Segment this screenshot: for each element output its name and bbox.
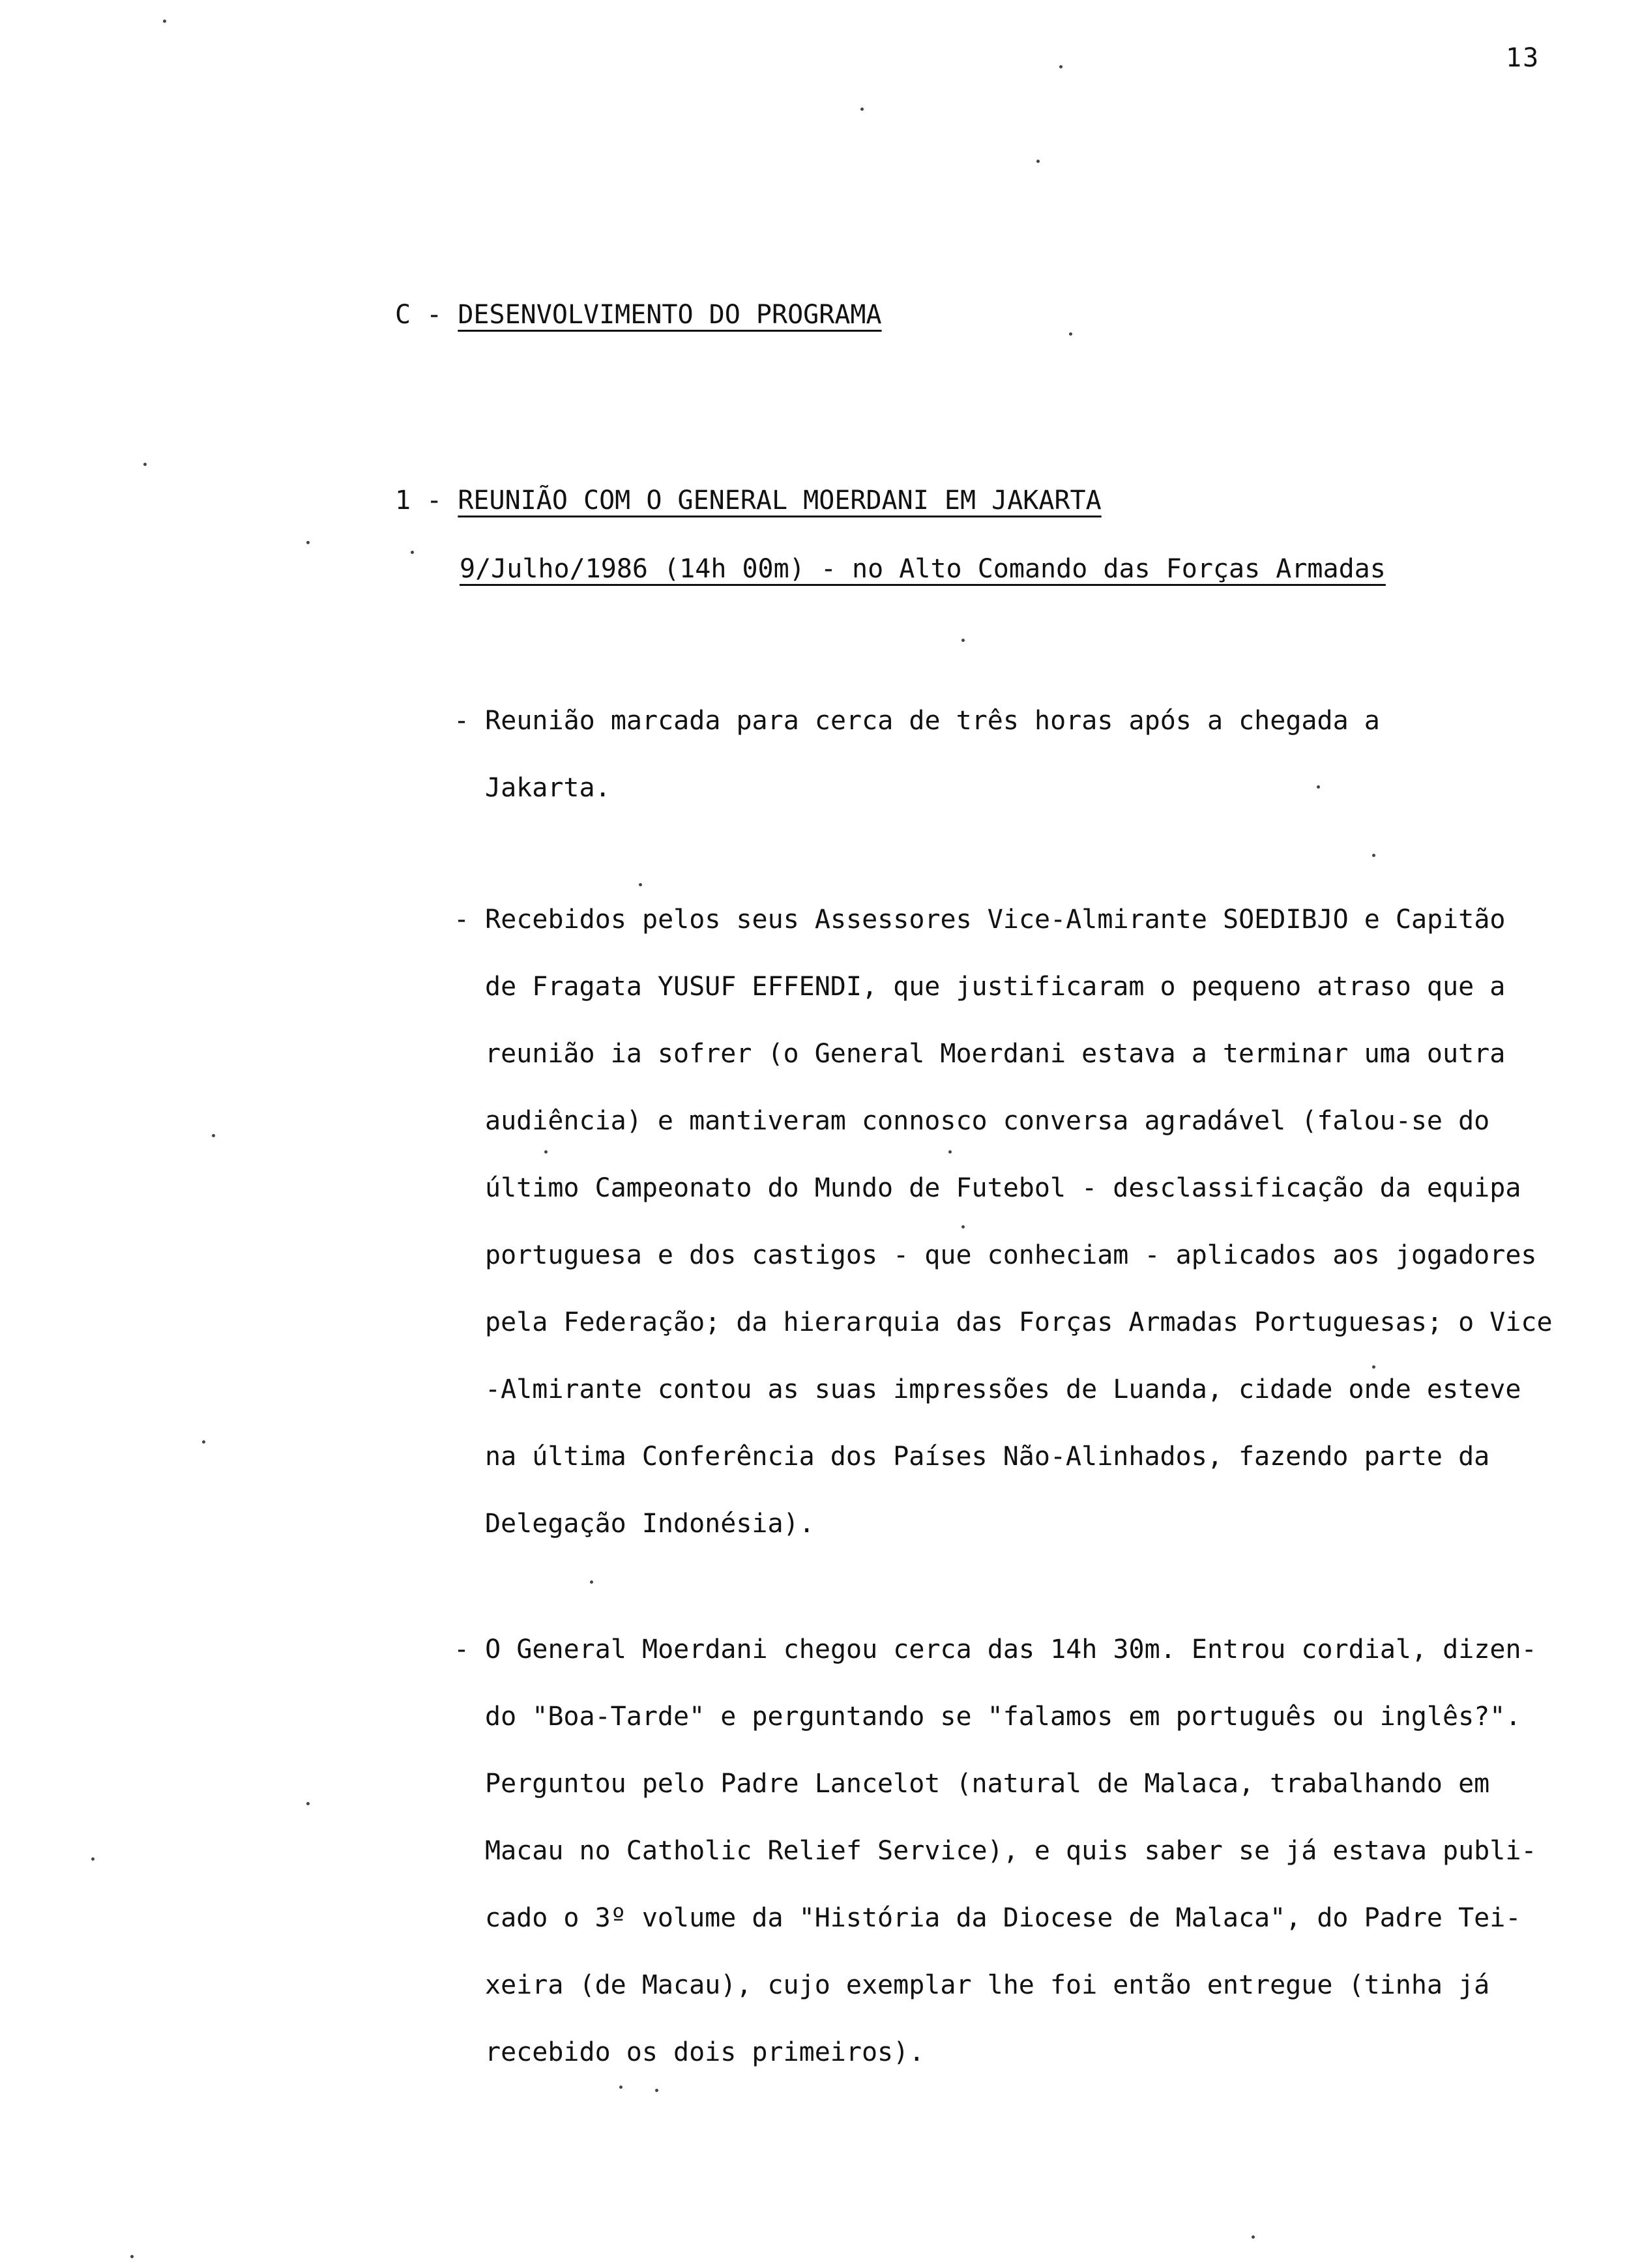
scan-speck (860, 108, 864, 111)
paragraph-line: - O General Moerdani chegou cerca das 14h 30m. Entrou cordial, dizen- (454, 1635, 1537, 1665)
scan-speck (590, 1580, 593, 1584)
paragraph-3 (454, 1616, 1581, 2086)
scan-speck (411, 551, 414, 554)
scan-speck (91, 1857, 95, 1861)
subsection-subtitle-row (460, 554, 1386, 584)
subsection-subtitle: 9/Julho/1986 (14h 00m) - no Alto Comando das Forças Armadas (460, 554, 1386, 584)
section-heading (395, 300, 882, 330)
subsection-title: REUNIÃO COM O GENERAL MOERDANI EM JAKARTA (458, 486, 1102, 516)
paragraph-line: Macau no Catholic Relief Service), e quis saber se já estava publi- (485, 1836, 1537, 1866)
section-marker: C - (395, 300, 443, 330)
scan-speck (1372, 854, 1375, 857)
paragraph-line: - Reunião marcada para cerca de três horas após a chegada a (454, 706, 1380, 736)
paragraph-line: Perguntou pelo Padre Lancelot (natural de Malaca, trabalhando em (485, 1769, 1490, 1799)
scan-speck (619, 2086, 623, 2089)
scan-speck (1059, 65, 1063, 68)
scan-speck (212, 1134, 215, 1137)
page-number: 13 (1506, 43, 1540, 73)
paragraph-line: -Almirante contou as suas impressões de Luanda, cidade onde esteve (485, 1374, 1521, 1404)
scan-speck (961, 639, 965, 642)
paragraph-line: recebido os dois primeiros). (485, 2037, 925, 2067)
paragraph-line: - Recebidos pelos seus Assessores Vice-Almirante SOEDIBJO e Capitão (454, 905, 1506, 935)
scan-speck (1069, 332, 1072, 336)
scan-speck (1036, 160, 1040, 163)
scan-speck (143, 463, 147, 466)
scan-speck (639, 883, 642, 886)
paragraph-2 (454, 886, 1581, 1558)
scan-speck (1252, 2235, 1255, 2239)
paragraph-line: audiência) e mantiveram connosco conversa agradável (falou-se do (485, 1106, 1490, 1136)
scan-speck (1372, 1365, 1375, 1369)
paragraph-line: último Campeonato do Mundo de Futebol - desclassificação da equipa (485, 1173, 1521, 1203)
paragraph-line: reunião ia sofrer (o General Moerdani estava a terminar uma outra (485, 1039, 1506, 1069)
scan-speck (948, 1150, 952, 1154)
scan-speck (306, 1802, 310, 1805)
scan-speck (544, 1150, 548, 1154)
subsection-heading (395, 486, 1102, 516)
section-title: DESENVOLVIMENTO DO PROGRAMA (458, 300, 882, 330)
paragraph-line: do "Boa-Tarde" e perguntando se "falamos em português ou inglês?". (485, 1702, 1521, 1732)
paragraph-line: Delegação Indonésia). (485, 1509, 815, 1539)
scan-speck (655, 2089, 658, 2092)
paragraph-line: cado o 3º volume da "História da Diocese de Malaca", do Padre Tei- (485, 1903, 1521, 1933)
paragraph-1 (454, 688, 1581, 822)
scan-speck (1317, 785, 1320, 789)
subsection-marker: 1 - (395, 486, 443, 516)
scan-speck (130, 2255, 134, 2258)
paragraph-line: na última Conferência dos Países Não-Alinhados, fazendo parte da (485, 1442, 1490, 1472)
scan-speck (163, 20, 166, 23)
paragraph-line: Jakarta. (485, 773, 611, 803)
scan-speck (202, 1440, 205, 1444)
paragraph-line: portuguesa e dos castigos - que conheciam - aplicados aos jogadores (485, 1240, 1537, 1270)
scan-speck (961, 1225, 965, 1228)
paragraph-line: pela Federação; da hierarquia das Forças Armadas Portuguesas; o Vice (485, 1307, 1553, 1337)
paragraph-line: xeira (de Macau), cujo exemplar lhe foi então entregue (tinha já (485, 1970, 1490, 2000)
paragraph-line: de Fragata YUSUF EFFENDI, que justificaram o pequeno atraso que a (485, 972, 1506, 1002)
scan-speck (306, 541, 310, 544)
